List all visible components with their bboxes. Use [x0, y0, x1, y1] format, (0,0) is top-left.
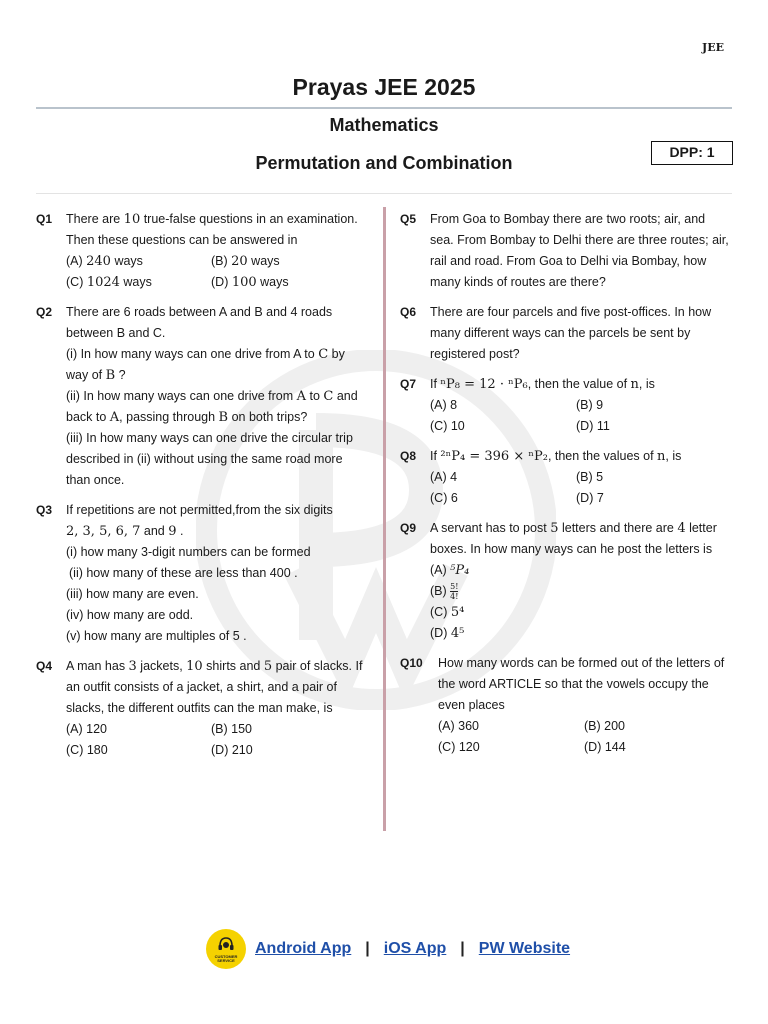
fraction: $\frac{5!}{4!}$	[450, 582, 459, 602]
option-b: (B) $\frac{5!}{4!}$	[430, 582, 459, 602]
option-c: (C) 180	[66, 743, 108, 757]
link-separator: |	[460, 940, 465, 957]
header-divider	[36, 107, 732, 109]
page-title: Prayas JEE 2025	[292, 74, 476, 100]
options	[66, 251, 366, 293]
option-c: (C) 120	[438, 740, 480, 754]
question-8	[400, 446, 732, 509]
question-text: There are 6 roads between A and B and 4 roads between B and C.	[66, 305, 333, 340]
question-text: There are 10 true-false questions in an examination. Then these questions can be answered in	[66, 212, 358, 247]
column-divider	[383, 207, 386, 831]
right-column	[400, 209, 732, 767]
option-b: (B) 9	[576, 398, 604, 412]
option-d: (D) 144	[584, 740, 626, 754]
options	[430, 395, 732, 437]
option-a: (A) 120	[66, 722, 107, 736]
option-b: (B) 150	[211, 722, 252, 736]
question-3	[36, 500, 366, 647]
question-number: Q8	[400, 449, 417, 463]
option-a: (A) ⁵P₄	[430, 563, 470, 578]
sub-question-3: (iii) how many are even.	[66, 587, 199, 601]
question-number: Q3	[36, 503, 53, 517]
question-4	[36, 656, 366, 761]
subheader-divider	[36, 193, 732, 194]
android-app-link[interactable]: Android App	[255, 940, 352, 957]
question-5	[400, 209, 732, 293]
question-number: Q5	[400, 212, 417, 226]
sub-question-5: (v) how many are multiples of 5 .	[66, 629, 247, 643]
ios-app-link[interactable]: iOS App	[383, 940, 447, 957]
sub-question-1: (i) In how many ways can one drive from A to C by way of B ?	[66, 347, 345, 383]
sub-question-2: (ii) In how many ways can one drive from A to C and back to A, passing through B on both trips?	[66, 389, 358, 425]
option-c: (C) 1024 ways	[66, 275, 152, 290]
question-text: A man has 3 jackets, 10 shirts and 5 pair of slacks. If an outfit consists of a jacket, a shirt, and a pair of slacks, the different outfits can the man make, is	[66, 659, 363, 715]
question-number: Q6	[400, 305, 417, 319]
option-b: (B) 200	[584, 719, 625, 733]
option-d: (D) 210	[211, 743, 253, 757]
question-text: How many words can be formed out of the letters of the word ARTICLE so that the vowels occupy the even places	[438, 656, 725, 712]
options	[66, 719, 366, 761]
left-column	[36, 209, 366, 770]
topic-heading: Permutation and Combination	[255, 153, 513, 173]
exam-tag: JEE	[702, 41, 724, 54]
question-number: Q7	[400, 377, 417, 391]
sub-question-3: (iii) In how many ways can one drive the circular trip described in (ii) without using the same road more than once.	[66, 431, 353, 487]
question-text: From Goa to Bombay there are two roots; air, and sea. From Bombay to Delhi there are three routes; air, rail and road. From Goa to Delhi via Bombay, how many kinds of routes are there?	[430, 212, 729, 289]
option-d: (D) 4⁵	[430, 626, 465, 641]
headset-icon	[216, 935, 236, 955]
option-a: (A) 4	[430, 470, 458, 484]
option-d: (D) 100 ways	[211, 275, 289, 290]
badge-label: CUSTOMER SERVICE	[214, 954, 238, 963]
option-a: (A) 240 ways	[66, 254, 143, 269]
option-d: (D) 7	[576, 491, 604, 505]
question-7	[400, 374, 732, 437]
question-1	[36, 209, 366, 293]
customer-service-badge	[206, 929, 246, 969]
pw-website-link[interactable]: PW Website	[478, 940, 571, 957]
link-separator: |	[365, 940, 370, 957]
option-a: (A) 360	[438, 719, 479, 733]
option-c: (C) 10	[430, 419, 465, 433]
question-text: A servant has to post 5 letters and there are 4 letter boxes. In how many ways can he post the letters is	[430, 521, 717, 556]
dpp-badge: DPP: 1	[651, 141, 733, 165]
question-10	[400, 653, 732, 758]
question-text: If repetitions are not permitted,from the six digits 2, 3, 5, 6, 7 and 9 .	[66, 503, 333, 539]
option-c: (C) 6	[430, 491, 458, 505]
question-6	[400, 302, 732, 365]
question-number: Q10	[400, 656, 423, 670]
option-b: (B) 20 ways	[211, 254, 280, 269]
question-number: Q2	[36, 305, 53, 319]
option-c: (C) 5⁴	[430, 605, 465, 620]
footer-links	[206, 928, 570, 970]
options	[438, 716, 732, 758]
question-number: Q9	[400, 521, 417, 535]
question-2	[36, 302, 366, 491]
option-d: (D) 11	[576, 419, 610, 433]
question-text: If ²ⁿP₄ = 396 × ⁿP₂, then the values of n, is	[430, 449, 682, 464]
sub-question-4: (iv) how many are odd.	[66, 608, 194, 622]
sub-question-2: (ii) how many of these are less than 400 .	[69, 566, 298, 580]
option-a: (A) 8	[430, 398, 458, 412]
question-number: Q1	[36, 212, 53, 226]
subject-heading: Mathematics	[329, 115, 439, 135]
options	[430, 467, 732, 509]
question-text: If ⁿP₈ = 12 · ⁿP₆, then the value of n, is	[430, 377, 655, 392]
question-number: Q4	[36, 659, 53, 673]
sub-question-1: (i) how many 3-digit numbers can be formed	[66, 545, 311, 559]
question-9	[400, 518, 732, 644]
option-b: (B) 5	[576, 470, 604, 484]
question-text: There are four parcels and five post-offices. In how many different ways can the parcels be sent by registered post?	[430, 305, 712, 361]
